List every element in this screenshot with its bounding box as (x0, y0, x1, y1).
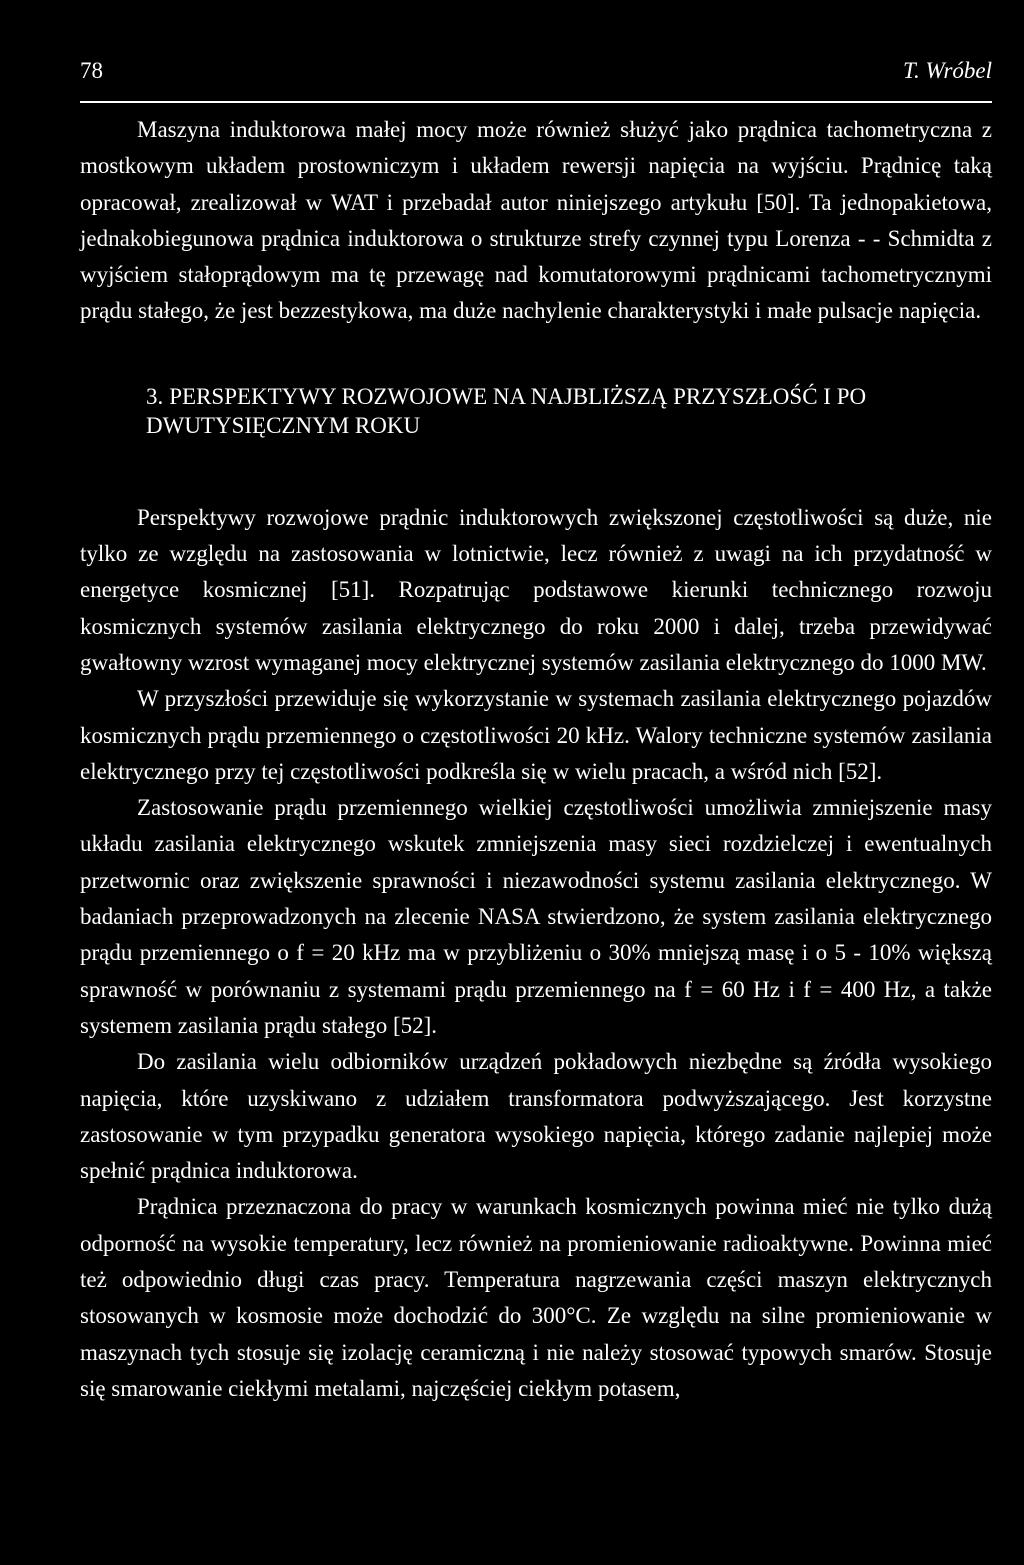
page-header (80, 58, 992, 92)
body-paragraph: Prądnica przeznaczona do pracy w warunkach kosmicznych powinna mieć nie tylko dużą odporność na wysokie temperatury, lecz również na promieniowanie radioaktywne. Powinna mieć też odpowiednio długi czas pracy. Temperatura nagrzewania części maszyn elektrycznych stosowanych w kosmosie może dochodzić do 300°C. Ze względu na silne promieniowanie w maszynach tych stosuje się izolację ceramiczną i nie należy stosować typowych smarów. Stosuje się smarowanie ciekłymi metalami, najczęściej ciekłym potasem, (80, 1194, 992, 1401)
page-body (80, 112, 992, 1407)
body-paragraph: Do zasilania wielu odbiorników urządzeń pokładowych niezbędne są źródła wysokiego napięcia, które uzyskiwano z udziałem transformatora podwyższającego. Jest korzystne zastosowanie w tym przypadku generatora wysokiego napięcia, którego zadanie najlepiej może spełnić prądnica induktorowa. (80, 1049, 992, 1184)
section-title-line-1: PERSPEKTYWY ROZWOJOWE NA NAJBLIŻSZĄ PRZYSZŁOŚĆ I PO (169, 383, 867, 409)
page-number: 78 (80, 58, 103, 83)
body-paragraph: Perspektywy rozwojowe prądnic induktorowych zwiększonej częstotliwości są duże, nie tylko ze względu na zastosowania w lotnictwie, lecz również z uwagi na ich przydatność w energetyce kosmicznej [51]. Rozpatrując podstawowe kierunki technicznego rozwoju kosmicznych systemów zasilania elektrycznego do roku 2000 i dalej, trzeba przewidywać gwałtowny wzrost wymaganej mocy elektrycznej systemów zasilania elektrycznego do 1000 MW. (80, 504, 992, 675)
section-heading (80, 382, 992, 440)
running-head-author: T. Wróbel (902, 58, 992, 83)
intro-paragraph: Maszyna induktorowa małej mocy może również służyć jako prądnica tachometryczna z mostkowym układem prostowniczym i układem rewersji napięcia na wyjściu. Prądnicę taką opracował, zrealizował w WAT i przebadał autor niniejszego artykułu [50]. Ta jednopakietowa, jednakobiegunowa prądnica induktorowa o strukturze strefy czynnej typu Lorenza - - Schmidta z wyjściem stałoprądowym ma tę przewagę nad komutatorowymi prądnicami tachometrycznymi prądu stałego, że jest bezzestykowa, ma duże nachylenie charakterystyki i małe pulsacje napięcia. (80, 117, 992, 324)
header-rule (80, 101, 992, 103)
section-number: 3. (146, 383, 164, 409)
body-paragraph: Zastosowanie prądu przemiennego wielkiej częstotliwości umożliwia zmniejszenie masy układu zasilania elektrycznego wskutek zmniejszenia masy sieci rozdzielczej i ewentualnych przetwornic oraz zwiększenie sprawności i niezawodności systemu zasilania elektrycznego. W badaniach przeprowadzonych na zlecenie NASA stwierdzono, że system zasilania elektrycznego prądu przemiennego o f = 20 kHz ma w przybliżeniu o 30% mniejszą masę i o 5 - 10% większą sprawność w porównaniu z systemami prądu przemiennego na f = 60 Hz i f = 400 Hz, a także systemem zasilania prądu stałego [52]. (80, 795, 992, 1038)
section-heading-line-1 (146, 382, 992, 411)
section-body (80, 500, 992, 1407)
body-paragraph: W przyszłości przewiduje się wykorzystanie w systemach zasilania elektrycznego pojazdów kosmicznych prądu przemiennego o częstotliwości 20 kHz. Walory techniczne systemów zasilania elektrycznego przy tej częstotliwości podkreśla się w wielu pracach, a wśród nich [52]. (80, 686, 992, 784)
section-title-line-2: DWUTYSIĘCZNYM ROKU (146, 412, 421, 438)
